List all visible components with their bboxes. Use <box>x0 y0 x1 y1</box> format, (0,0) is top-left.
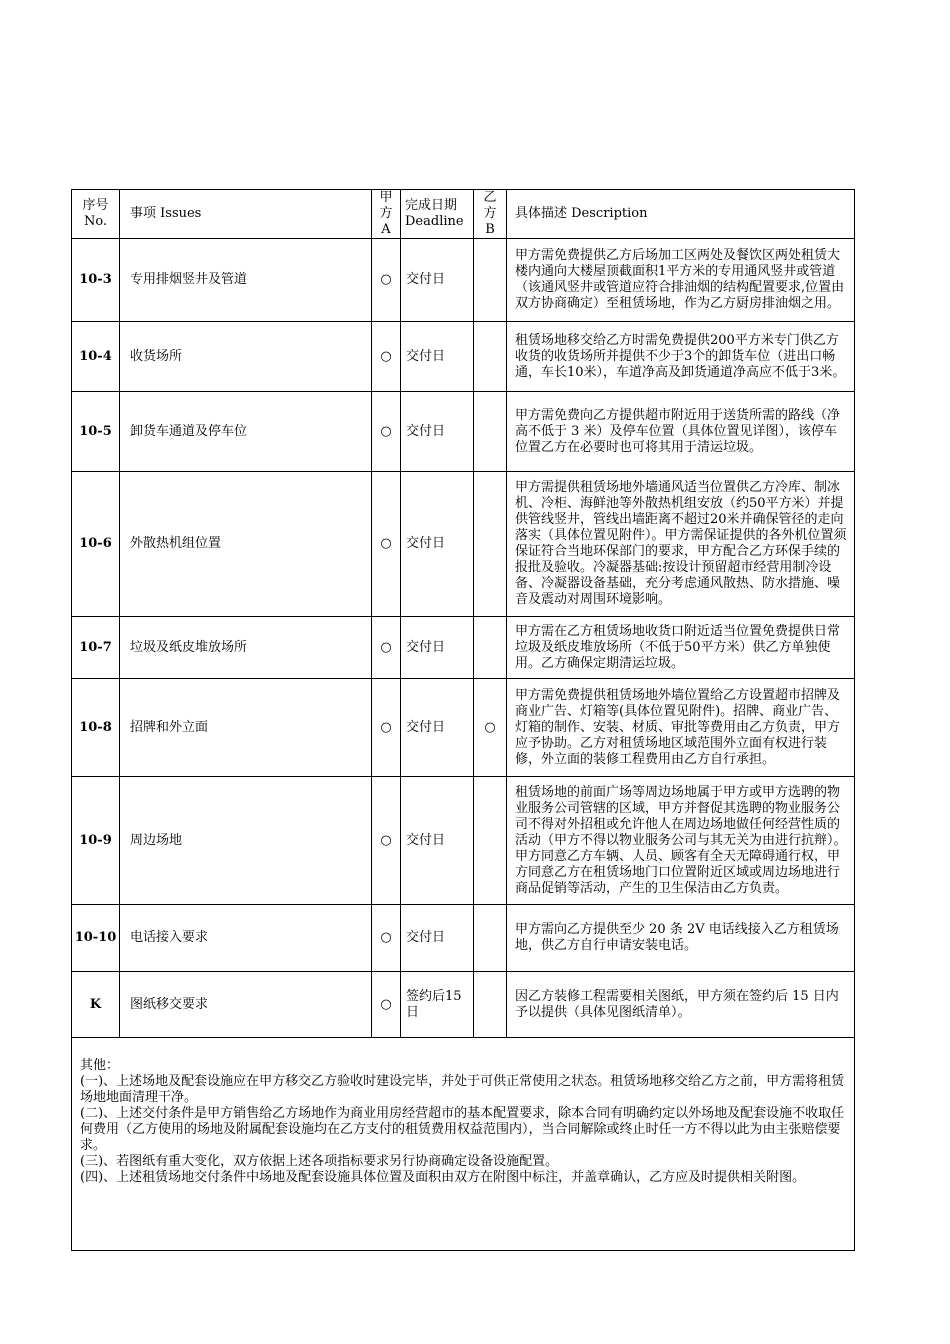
row-party-b-mark <box>474 777 507 905</box>
header-issue: 事项 Issues <box>120 190 372 239</box>
header-no-en: No. <box>83 214 108 229</box>
row-no: 10-5 <box>72 392 120 472</box>
row-party-b-mark <box>474 617 507 679</box>
row-issue: 图纸移交要求 <box>120 972 372 1038</box>
row-deadline: 交付日 <box>401 472 474 617</box>
row-description: 因乙方装修工程需要相关图纸，甲方须在签约后 15 日内予以提供（具体见图纸清单）。 <box>507 972 855 1038</box>
row-issue: 招牌和外立面 <box>120 679 372 777</box>
row-party-b-mark <box>474 322 507 392</box>
header-party-b <box>474 190 507 239</box>
row-description: 甲方需免费提供乙方后场加工区两处及餐饮区两处租赁大楼内通向大楼屋顶截面积1平方米的专用通风竖井或管道（该通风竖井或管道应符合排油烟的结构配置要求,位置由双方协商确定）至租赁场地，作为乙方厨房排油烟之用。 <box>507 239 855 322</box>
row-no: K <box>72 972 120 1038</box>
header-party-b-2: 方 <box>483 206 497 221</box>
header-party-a-1: 甲 <box>379 190 393 205</box>
note-item: (一)、上述场地及配套设施应在甲方移交乙方验收时建设完毕，并处于可供正常使用之状态。租赁场地移交给乙方之前，甲方需将租赁场地地面清理干净。 <box>80 1074 845 1105</box>
table-row <box>72 905 855 972</box>
table-row <box>72 777 855 905</box>
table-row <box>72 392 855 472</box>
row-no: 10-3 <box>72 239 120 322</box>
row-issue: 收货场所 <box>120 322 372 392</box>
table-row <box>72 239 855 322</box>
row-deadline: 交付日 <box>401 905 474 972</box>
row-issue: 垃圾及纸皮堆放场所 <box>120 617 372 679</box>
row-deadline: 签约后15日 <box>401 972 474 1038</box>
row-party-a-mark: ○ <box>372 905 401 972</box>
row-no: 10-4 <box>72 322 120 392</box>
row-deadline: 交付日 <box>401 679 474 777</box>
table-row <box>72 679 855 777</box>
row-party-b-mark: ○ <box>474 679 507 777</box>
row-description: 租赁场地的前面广场等周边场地属于甲方或甲方选聘的物业服务公司管辖的区域，甲方并督促其选聘的物业服务公司不得对外招租或允许他人在周边场地做任何经营性质的活动（甲方不得以物业服务公司与其无关为由进行抗辩）。甲方同意乙方车辆、人员、顾客有全天无障碍通行权，甲方同意乙方在租赁场地门口位置附近区域或周边场地进行商品促销等活动，产生的卫生保洁由乙方负责。 <box>507 777 855 905</box>
header-party-a-3: A <box>381 222 391 237</box>
notes-row <box>72 1038 855 1251</box>
header-no <box>72 190 120 239</box>
notes-heading: 其他： <box>80 1058 120 1073</box>
row-deadline: 交付日 <box>401 777 474 905</box>
header-party-b-1: 乙 <box>483 190 497 205</box>
header-party-a-2: 方 <box>379 206 393 221</box>
row-no: 10-6 <box>72 472 120 617</box>
row-no: 10-9 <box>72 777 120 905</box>
row-party-a-mark: ○ <box>372 972 401 1038</box>
header-no-cn: 序号 <box>82 198 109 213</box>
row-party-b-mark <box>474 392 507 472</box>
delivery-conditions-table <box>71 189 855 1251</box>
row-description: 甲方需在乙方租赁场地收货口附近适当位置免费提供日常垃圾及纸皮堆放场所（不低于50平方米）供乙方单独使用。乙方确保定期清运垃圾。 <box>507 617 855 679</box>
row-description: 租赁场地移交给乙方时需免费提供200平方米专门供乙方收货的收货场所并提供不少于3个的卸货车位（进出口畅通，车长10米），车道净高及卸货通道净高应不低于3米。 <box>507 322 855 392</box>
row-issue: 电话接入要求 <box>120 905 372 972</box>
notes-cell <box>72 1038 855 1251</box>
header-deadline-en: Deadline <box>405 214 464 229</box>
row-no: 10-10 <box>72 905 120 972</box>
table-row <box>72 972 855 1038</box>
row-no: 10-8 <box>72 679 120 777</box>
row-party-b-mark <box>474 972 507 1038</box>
row-deadline: 交付日 <box>401 322 474 392</box>
note-item: (四)、上述租赁场地交付条件中场地及配套设施具体位置及面积由双方在附图中标注，并盖章确认，乙方应及时提供相关附图。 <box>80 1170 806 1185</box>
note-item: (二)、上述交付条件是甲方销售给乙方场地作为商业用房经营超市的基本配置要求，除本合同有明确约定以外场地及配套设施不收取任何费用（乙方使用的场地及附属配套设施均在乙方支付的租赁费用权益范围内），当合同解除或终止时任一方不得以此为由主张赔偿要求。 <box>80 1106 845 1153</box>
row-description: 甲方需免费提供租赁场地外墙位置给乙方设置超市招牌及商业广告、灯箱等(具体位置见附件)。招牌、商业广告、灯箱的制作、安装、材质、审批等费用由乙方负责，甲方应予协助。乙方对租赁场地区域范围外立面有权进行装修，外立面的装修工程费用由乙方自行承担。 <box>507 679 855 777</box>
row-party-a-mark: ○ <box>372 679 401 777</box>
row-deadline: 交付日 <box>401 617 474 679</box>
header-party-b-3: B <box>485 222 495 237</box>
row-no: 10-7 <box>72 617 120 679</box>
row-party-b-mark <box>474 472 507 617</box>
row-party-a-mark: ○ <box>372 322 401 392</box>
row-party-a-mark: ○ <box>372 472 401 617</box>
row-description: 甲方需提供租赁场地外墙通风适当位置供乙方冷库、制冰机、冷柜、海鲜池等外散热机组安放（约50平方米）并提供管线竖井，管线出墙距离不超过20米并确保管径的走向落实（具体位置见附件）。甲方需保证提供的各外机位置须保证符合当地环保部门的要求，甲方配合乙方环保手续的报批及验收。冷凝器基础:按设计预留超市经营用制冷设备、冷凝器设备基础，充分考虑通风散热、防水措施、噪音及震动对周围环境影响。 <box>507 472 855 617</box>
row-party-b-mark <box>474 905 507 972</box>
header-description: 具体描述 Description <box>507 190 855 239</box>
header-deadline <box>401 190 474 239</box>
header-deadline-cn: 完成日期 <box>405 198 458 213</box>
header-row <box>72 190 855 239</box>
row-issue: 外散热机组位置 <box>120 472 372 617</box>
row-party-a-mark: ○ <box>372 617 401 679</box>
row-deadline: 交付日 <box>401 392 474 472</box>
row-issue: 周边场地 <box>120 777 372 905</box>
row-issue: 卸货车通道及停车位 <box>120 392 372 472</box>
note-item: (三)、若图纸有重大变化，双方依据上述各项指标要求另行协商确定设备设施配置。 <box>80 1154 559 1169</box>
row-description: 甲方需向乙方提供至少 20 条 2V 电话线接入乙方租赁场地，供乙方自行申请安装电话。 <box>507 905 855 972</box>
table-row <box>72 322 855 392</box>
row-party-a-mark: ○ <box>372 392 401 472</box>
row-party-b-mark <box>474 239 507 322</box>
row-description: 甲方需免费向乙方提供超市附近用于送货所需的路线（净高不低于 3 米）及停车位置（具体位置见详图），该停车位置乙方在必要时也可将其用于清运垃圾。 <box>507 392 855 472</box>
row-deadline: 交付日 <box>401 239 474 322</box>
table-row <box>72 617 855 679</box>
row-party-a-mark: ○ <box>372 777 401 905</box>
row-party-a-mark: ○ <box>372 239 401 322</box>
table-row <box>72 472 855 617</box>
header-party-a <box>372 190 401 239</box>
row-issue: 专用排烟竖井及管道 <box>120 239 372 322</box>
